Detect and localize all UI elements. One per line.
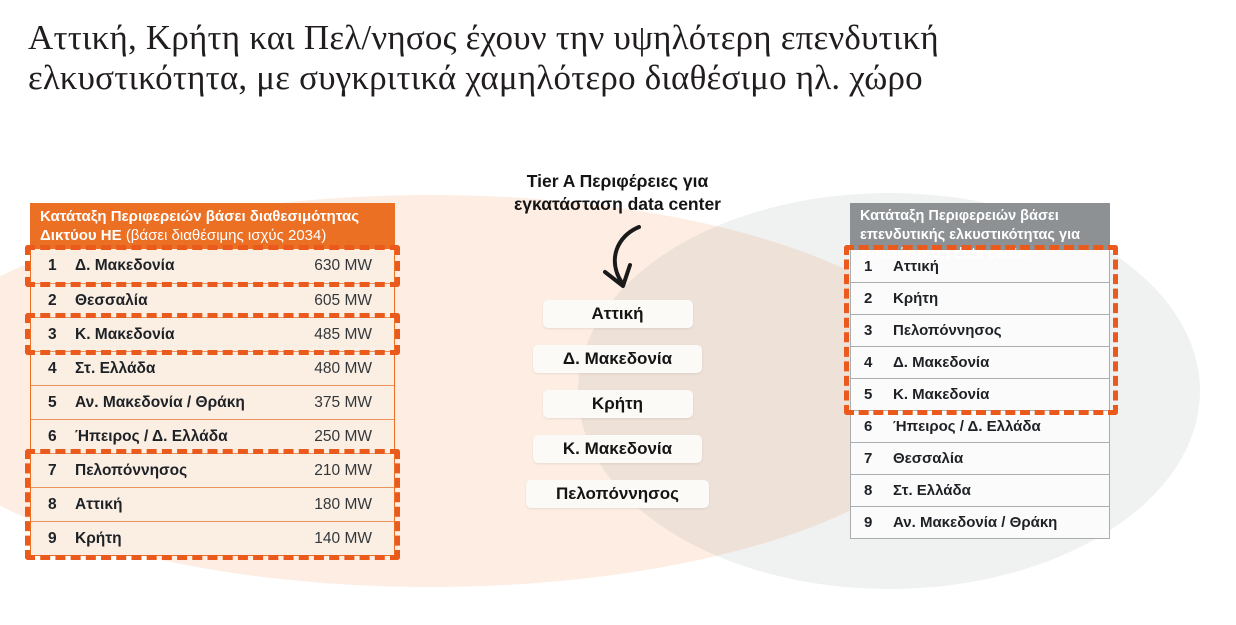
rank-cell: 8 — [864, 482, 873, 499]
region-cell: Κρήτη — [893, 290, 939, 307]
region-cell: Ήπειρος / Δ. Ελλάδα — [893, 418, 1041, 435]
tier-region-pill: Πελοπόννησος — [526, 480, 709, 508]
table-row — [851, 346, 1109, 378]
region-cell: Πελοπόννησος — [893, 322, 1002, 339]
table-row — [851, 474, 1109, 506]
region-cell: Δ. Μακεδονία — [75, 257, 175, 274]
region-cell: Κρήτη — [75, 529, 122, 547]
capacity-cell: 605 MW — [314, 291, 372, 309]
table-row — [851, 442, 1109, 474]
tier-a-heading-line-2: εγκατάσταση data center — [513, 194, 721, 214]
rank-cell: 7 — [864, 450, 873, 467]
table-row — [851, 410, 1109, 442]
right-table-rows — [850, 250, 1110, 539]
region-cell: Κ. Μακεδονία — [75, 325, 175, 343]
tier-a-heading-line-1: Tier A Περιφέρειες για — [526, 171, 709, 191]
rank-cell: 2 — [864, 290, 873, 307]
rank-cell: 9 — [864, 514, 873, 531]
region-cell: Στ. Ελλάδα — [75, 359, 156, 377]
rank-cell: 4 — [48, 359, 57, 377]
rank-cell: 6 — [48, 427, 57, 445]
rank-cell: 4 — [864, 354, 873, 371]
rank-cell: 3 — [864, 322, 873, 339]
rank-cell: 1 — [864, 257, 873, 275]
region-cell: Κ. Μακεδονία — [893, 386, 990, 403]
left-table-header-normal: (βάσει διαθέσιμης ισχύς 2034) — [125, 227, 327, 244]
table-row — [31, 351, 394, 385]
rank-cell: 8 — [48, 495, 57, 513]
capacity-cell: 485 MW — [314, 325, 372, 343]
region-cell: Αττική — [75, 495, 123, 513]
rank-cell: 9 — [48, 529, 57, 547]
capacity-cell: 210 MW — [314, 461, 372, 479]
capacity-cell: 140 MW — [314, 529, 372, 547]
title-line-1: Αττική, Κρήτη και Πελ/νησος έχουν την υψηλότερη επενδυτική — [28, 18, 939, 57]
region-cell: Αν. Μακεδονία / Θράκη — [75, 393, 245, 411]
curved-arrow-icon — [582, 220, 657, 298]
grid-availability-ranking-table — [30, 203, 395, 556]
table-row — [31, 487, 394, 521]
table-row — [31, 249, 394, 283]
capacity-cell: 630 MW — [314, 257, 372, 274]
rank-cell: 6 — [864, 418, 873, 435]
region-cell: Στ. Ελλάδα — [893, 482, 971, 499]
left-table-rows — [30, 249, 395, 556]
table-row — [31, 385, 394, 419]
investment-attractiveness-ranking-table — [850, 203, 1110, 539]
right-table-header: Κατάταξη Περιφερειών βάσει επενδυτικής ελκυστικότητας για εγκατάσταση data center — [850, 203, 1110, 250]
table-row — [31, 283, 394, 317]
capacity-cell: 375 MW — [314, 393, 372, 411]
left-table-header-bold: Κατάταξη Περιφερειών βάσει διαθεσιμότητας Δικτύου ΗΕ — [40, 208, 360, 244]
rank-cell: 3 — [48, 325, 57, 343]
region-cell: Ήπειρος / Δ. Ελλάδα — [75, 427, 228, 445]
region-cell: Δ. Μακεδονία — [893, 354, 990, 371]
tier-region-pill: Κρήτη — [543, 390, 693, 418]
table-row — [31, 521, 394, 555]
table-row — [851, 314, 1109, 346]
table-row — [851, 282, 1109, 314]
region-cell: Πελοπόννησος — [75, 461, 188, 479]
rank-cell: 1 — [48, 257, 57, 274]
region-cell: Αν. Μακεδονία / Θράκη — [893, 514, 1058, 531]
table-row — [851, 378, 1109, 410]
table-row — [31, 317, 394, 351]
table-row — [851, 506, 1109, 538]
left-table-header — [30, 203, 395, 249]
tier-a-heading — [480, 170, 755, 216]
tier-a-region-list — [495, 300, 740, 508]
capacity-cell: 480 MW — [314, 359, 372, 377]
rank-cell: 5 — [864, 386, 873, 403]
table-row — [31, 419, 394, 453]
rank-cell: 2 — [48, 291, 57, 309]
rank-cell: 5 — [48, 393, 57, 411]
capacity-cell: 250 MW — [314, 427, 372, 445]
rank-cell: 7 — [48, 461, 57, 479]
region-cell: Θεσσαλία — [893, 450, 964, 467]
tier-region-pill: Κ. Μακεδονία — [533, 435, 702, 463]
table-row — [31, 453, 394, 487]
tier-region-pill: Αττική — [543, 300, 693, 328]
tier-region-pill: Δ. Μακεδονία — [533, 345, 702, 373]
region-cell: Θεσσαλία — [75, 291, 148, 309]
capacity-cell: 180 MW — [314, 495, 372, 513]
region-cell: Αττική — [893, 257, 939, 275]
page-title — [28, 18, 1208, 98]
title-line-2: ελκυστικότητα, με συγκριτικά χαμηλότερο διαθέσιμο ηλ. χώρο — [28, 58, 923, 97]
